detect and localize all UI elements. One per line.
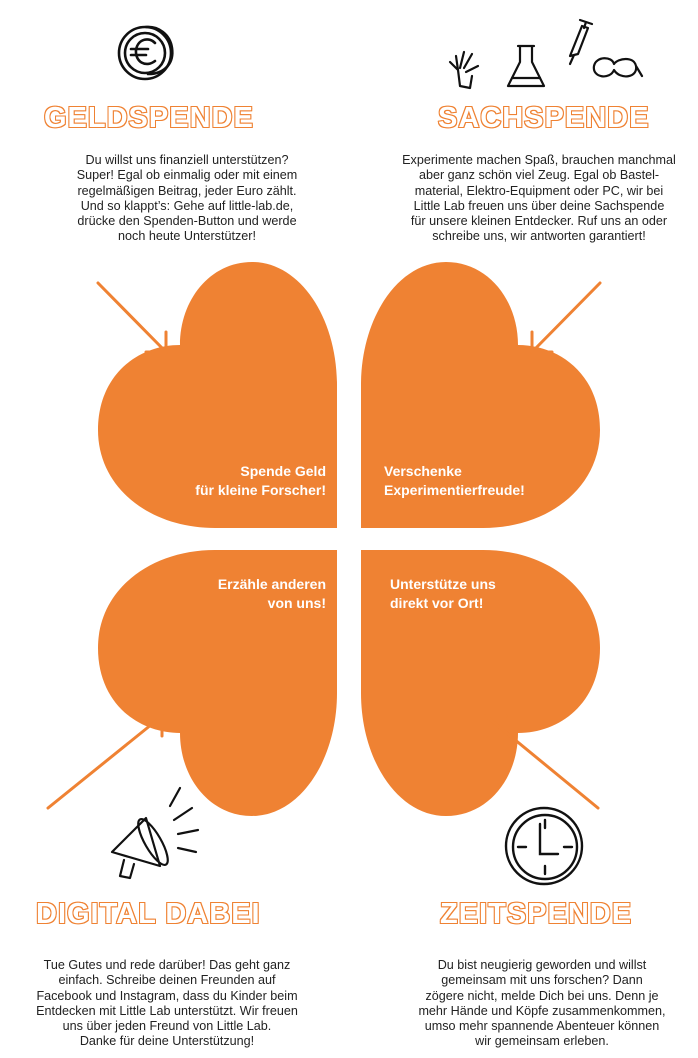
text-sachspende: Experimente machen Spaß, brauchen manchmal aber ganz schön viel Zeug. Egal ob Bastel- material, Elektro-Equipment oder PC, wir bei Little Lab freuen uns über deine Sachspende für unsere kleinen Entdecker. Ruf uns an oder schreibe uns, wir antworten garantiert! — [402, 153, 676, 244]
heading-zeitspende: ZEITSPENDE — [440, 898, 633, 930]
leaf-label-bottom-right: Unterstütze uns direkt vor Ort! — [390, 576, 496, 611]
euro-coin-icon — [108, 16, 182, 90]
leaf-label-top-left: Spende Geld für kleine Forscher! — [195, 463, 326, 498]
lab-equipment-icon — [446, 8, 646, 98]
arrow-top-right-icon — [532, 283, 600, 352]
leaf-label-bottom-left: Erzähle anderen von uns! — [217, 576, 326, 611]
heading-sachspende: SACHSPENDE — [438, 102, 650, 134]
heading-digital-dabei: DIGITAL DABEI — [36, 898, 261, 930]
megaphone-icon — [100, 784, 200, 884]
text-zeitspende: Du bist neugierig geworden und willst gemeinsam mit uns forschen? Dann zögere nicht, melde Dich bei uns. Denn je mehr Hände und Köpfe zusammenkommen, umso mehr spannende Abenteuer können wir gemeinsam erleben. — [418, 958, 666, 1049]
heading-geldspende: GELDSPENDE — [44, 102, 254, 134]
text-geldspende: Du willst uns finanziell unterstützen? Super! Egal ob einmalig oder mit einem regelmäßigen Beitrag, jeder Euro zählt. Und so klappt’s: Gehe auf little-lab.de, drücke den Spenden-Button und werde noch heute Unterstützer! — [76, 153, 298, 244]
clock-icon — [494, 796, 594, 896]
text-digital-dabei: Tue Gutes und rede darüber! Das geht ganz einfach. Schreibe deinen Freunden auf Facebook und Instagram, dass du Kinder beim Entdecken mit Little Lab unterstützt. Wir freuen uns über jeden Freund von Little Lab. Danke für deine Unterstützung! — [36, 958, 298, 1049]
leaf-label-top-right: Verschenke Experimentierfreude! — [384, 463, 525, 498]
arrow-top-left-icon — [98, 283, 166, 352]
